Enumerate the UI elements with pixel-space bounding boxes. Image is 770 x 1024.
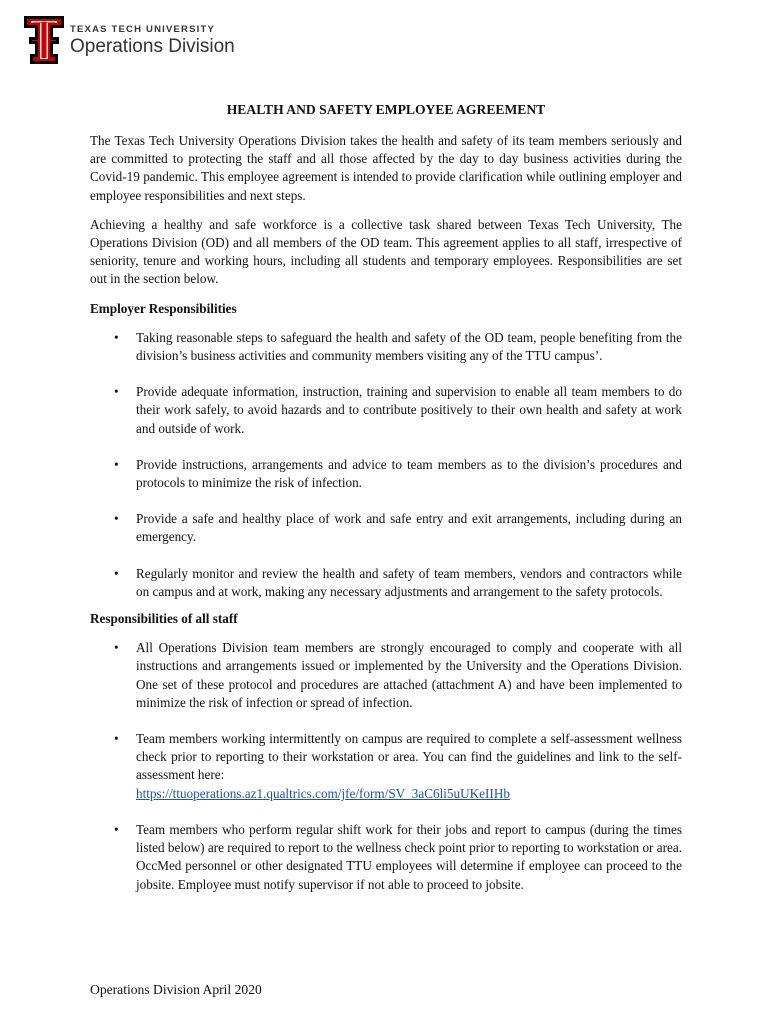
page-footer: Operations Division April 2020 (90, 982, 262, 997)
bullet-icon: • (114, 821, 119, 837)
list-item: • Team members working intermittently on campus are required to complete a self-assessment wellness check prior to reporting to their workstation or area. You can find the guidelines and link to the self-assessment here: https://ttuoperations.az1.qualtrics.com/jfe/form/SV_3aC6li5uUKeIIHb (114, 731, 682, 801)
document-title: HEALTH AND SAFETY EMPLOYEE AGREEMENT (226, 102, 546, 117)
list-item: • Taking reasonable steps to safeguard the health and safety of the OD team, people benefiting from the division’s business activities and community members visiting any of the TTU campus’. (114, 329, 682, 364)
list-item: • Provide a safe and healthy place of work and safe entry and exit arrangements, including during an emergency. (114, 511, 682, 545)
letterhead (22, 14, 235, 68)
university-name: TEXAS TECH UNIVERSITY (70, 24, 216, 35)
employer-responsibilities-list (90, 329, 682, 601)
double-t-logo-icon (22, 14, 66, 66)
staff-responsibilities-heading: Responsibilities of all staff (90, 611, 238, 627)
list-item: • Team members who perform regular shift work for their jobs and report to campus (during the times listed below) are required to report to the wellness check point prior to reporting to workstation or area. OccMed personnel or other designated TTU employees will determine if employee can proceed to the jobsite. Employee must notify supervisor if not able to proceed to jobsite. (114, 821, 682, 892)
employer-responsibilities-heading: Employer Responsibilities (90, 300, 237, 316)
division-name: Operations Division (70, 36, 235, 57)
bullet-icon: • (114, 731, 119, 747)
list-item: • Provide adequate information, instruction, training and supervision to enable all team members to do their work safely, to avoid hazards and to contribute positively to their own health and safety at work and outside of work. (114, 384, 682, 436)
intro-paragraph: Achieving a healthy and safe workforce is a collective task shared between Texas Tech University, The Operations Division (OD) and all members of the OD team. This agreement applies to all staff, irrespective of seniority, tenure and working hours, including all students and temporary employees. Responsibilities are set out in the section below. (90, 216, 682, 287)
bullet-icon: • (114, 565, 119, 581)
document-body (90, 100, 682, 894)
logo-wordmark (70, 24, 235, 58)
list-item: • All Operations Division team members are strongly encouraged to comply and cooperate with all instructions and arrangements issued or implemented by the University and the Operations Division. One set of these protocol and procedures are attached (attachment A) and have been implemented to minimize the risk of infection or spread of infection. (114, 640, 682, 710)
bullet-icon: • (114, 384, 119, 400)
intro-paragraph: The Texas Tech University Operations Division takes the health and safety of its team members seriously and are committed to protecting the staff and all those affected by the day to day business activities during the Covid-19 pandemic. This employee agreement is intended to provide clarification while outlining employer and employee responsibilities and next steps. (90, 133, 682, 203)
bullet-icon: • (114, 329, 119, 345)
bullet-icon: • (114, 456, 119, 472)
list-item: • Regularly monitor and review the health and safety of team members, vendors and contractors while on campus and at work, making any necessary adjustments and arrangement to the safety protocols. (114, 565, 682, 599)
bullet-icon: • (114, 511, 119, 527)
staff-responsibilities-list (90, 639, 682, 893)
self-assessment-link[interactable]: https://ttuoperations.az1.qualtrics.com/jfe/form/SV_3aC6li5uUKeIIHb (136, 785, 510, 801)
bullet-icon: • (114, 640, 119, 656)
list-item: • Provide instructions, arrangements and advice to team members as to the division’s procedures and protocols to minimize the risk of infection. (114, 456, 682, 491)
